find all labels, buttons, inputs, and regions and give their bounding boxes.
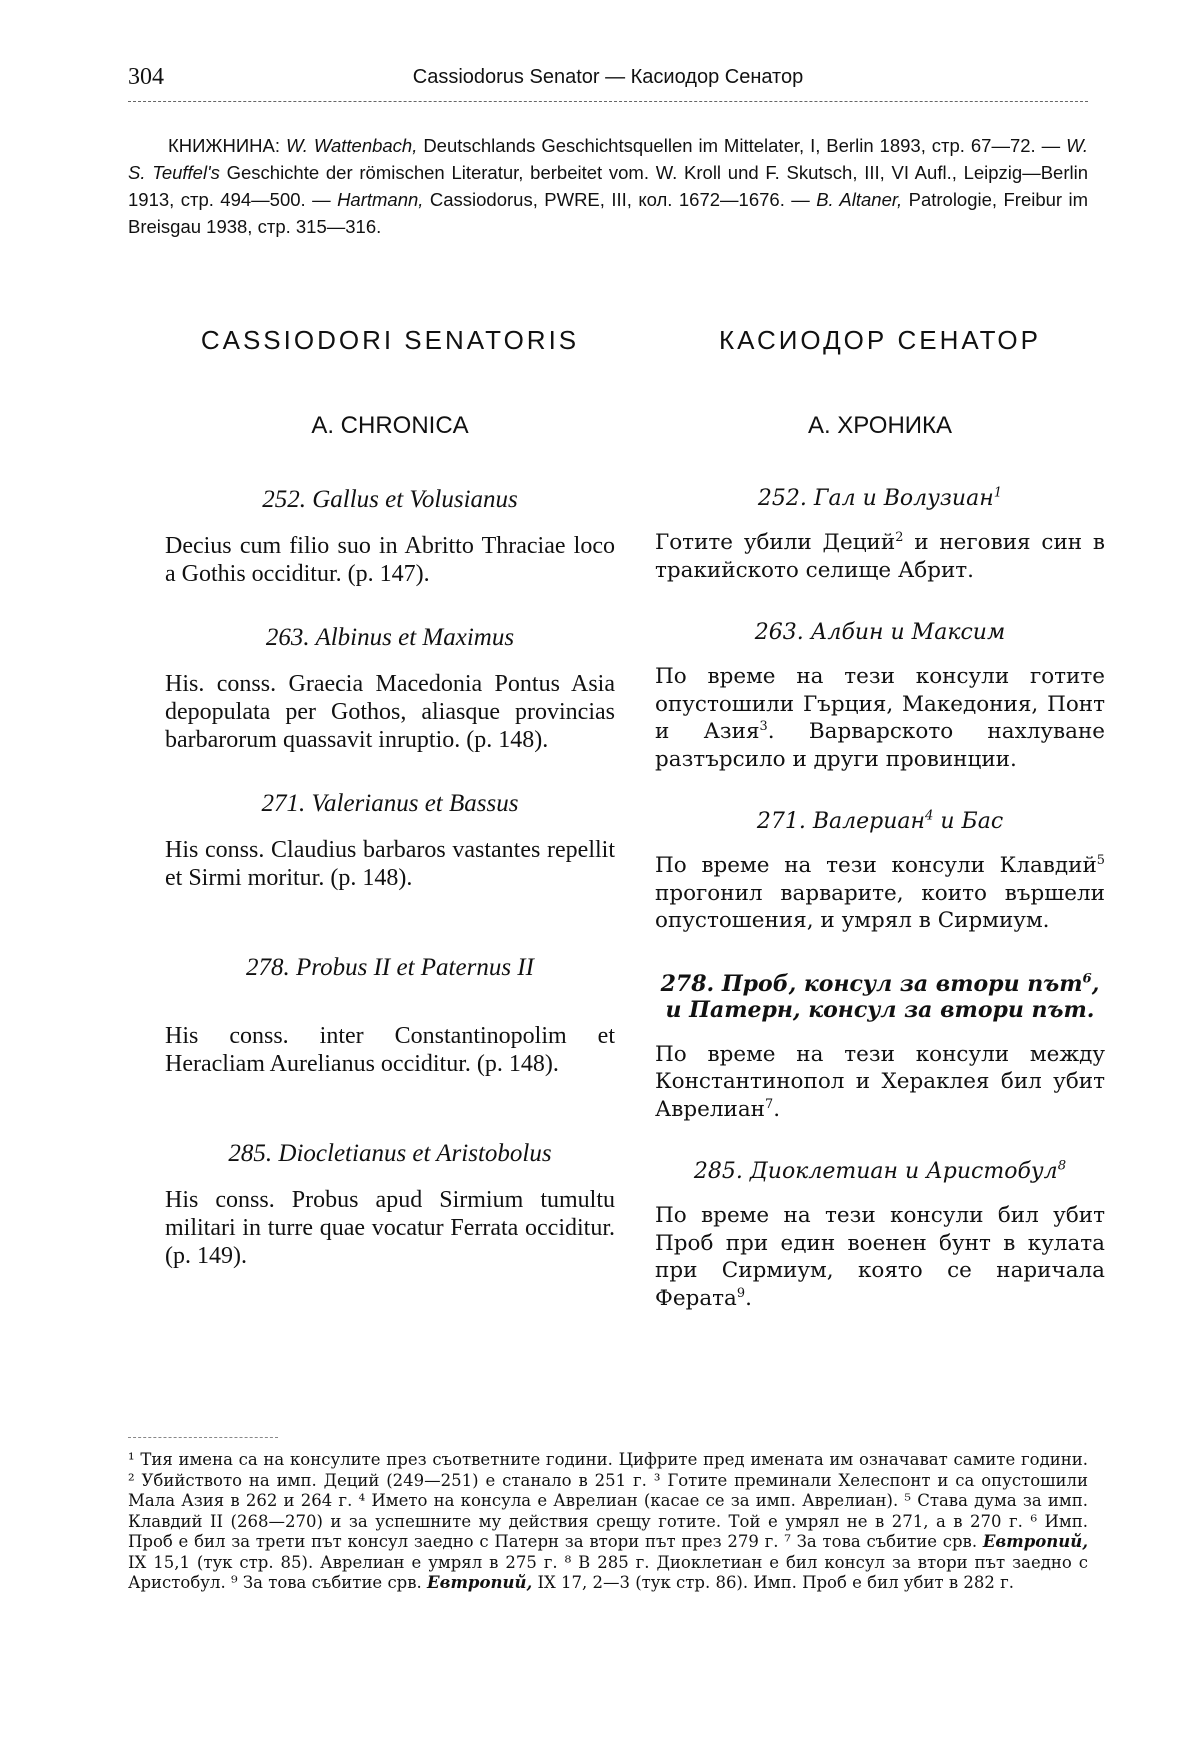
footnote: ⁹ За това събитие срв. Евтропий, IX 17, 2—3 (тук стр. 86). Имп. Проб е бил убит в 282 г. (230, 1573, 1014, 1592)
ref-text: Geschichte der römischen Literatur, berbeitet vom. W. Kroll und F. Skutsch, III, VI Aufl., Leipzig—Berlin 1913, стр. 494—500. — (128, 162, 1089, 210)
bulgarian-section-heading: А. ХРОНИКА (807, 412, 953, 439)
bulgarian-column (655, 325, 1105, 1348)
ref-text: Deutschlands Geschichtsquellen im Mittelater, I, Berlin 1893, стр. 67—72. — (423, 135, 1061, 156)
entry-heading: 271. Валериан$^4$ и Бас (756, 808, 1004, 834)
ref-author: B. Altaner, (816, 189, 903, 210)
footnote-ref: 3 (759, 718, 768, 734)
footnote: ⁵ Става дума за имп. Клавдий II (268—270) и за успешните му действия срещу готите. Той е умрял не в 271, а в 270 г. (128, 1491, 1088, 1531)
footnote: ⁶ Имп. Проб е бил за трети път консул заедно с Патерн за втори път през 279 г. (128, 1511, 1089, 1551)
latin-column (165, 325, 615, 1306)
entry-text: Готите убили Деций$^2$ и неговия син в тракийското селище Абрит. (655, 529, 1105, 583)
page-number: 304 (128, 64, 164, 90)
entry-heading: 263. Albinus et Maximus (265, 624, 515, 651)
footnote-ref: 4 (925, 808, 934, 824)
entry-text: His conss. Claudius barbaros vastantes repellit et Sirmi moritur. (p. 148). (165, 837, 615, 891)
bibliography-label: КНИЖНИНА: (168, 135, 281, 156)
running-title: Cassiodorus Senator — Касиодор Сенатор (412, 66, 804, 88)
ref-author: W. S. Teuffel's (128, 135, 1089, 183)
entry-text: По време на тези консули готите опустошили Гърция, Македония, Понт и Азия$^3$. Варварското нахлуване разтърсило и други провинции. (655, 664, 1105, 772)
entry-heading: 252. Gallus et Volusianus (262, 486, 518, 513)
entry-heading: 252. Гал и Волузиан$^1$ (757, 485, 1003, 511)
ref-text: Cassiodorus, PWRE, III, кол. 1672—1676. — (429, 189, 810, 210)
latin-title: CASSIODORI SENATORIS (200, 325, 580, 355)
footnote: ¹ Тия имена са на консулите през съответните години. Цифрите пред имената им означават самите години. (128, 1450, 1088, 1469)
entry-text: По време на тези консули Клавдий$^5$ прогонил варварите, които вършели опустошения, и умрял в Сирмиум. (655, 852, 1105, 933)
footnote-ref: 9 (736, 1285, 746, 1301)
entry-heading: 271. Valerianus et Bassus (261, 790, 519, 817)
ref-author: Hartmann, (337, 189, 424, 210)
ref-author: W. Wattenbach, (285, 135, 418, 156)
entry-heading: 263. Албин и Максим (754, 620, 1006, 645)
entry-text: Decius cum filio suo in Abritto Thraciae loco a Gothis occiditur. (p. 147). (165, 533, 615, 587)
footnote: ⁷ За това събитие срв. Евтропий, IX 15,1 (тук стр. 85). Аврелиан е умрял в 275 г. (128, 1532, 1088, 1572)
entry-text: По време на тези консули бил убит Проб при един военен бунт в кулата при Сирмиум, която се наричала Ферата$^9$. (655, 1203, 1105, 1311)
footnote-ref: 8 (1057, 1158, 1067, 1174)
entry-heading: 285. Диоклетиан и Аристобул$^8$ (693, 1158, 1067, 1184)
footnotes (128, 1450, 1088, 1594)
footnote-ref: 5 (1096, 852, 1105, 868)
entry-text: По време на тези консули между Константинопол и Хераклея бил убит Аврелиан$^7$. (655, 1041, 1105, 1122)
ref-text: Patrologie, Freibur im Breisgau 1938, стр. 315—316. (128, 189, 1089, 237)
footnote: ⁴ Името на консула е Аврелиан (касае се за имп. Аврелиан). (358, 1491, 899, 1510)
footnote-divider (128, 1437, 278, 1438)
entry-text: His conss. Probus apud Sirmium tumultu militari in turre quae vocatur Ferrata occiditur. (p. 149). (165, 1187, 615, 1269)
footnote: ⁸ В 285 г. Диоклетиан е бил консул за втори път заедно с Аристобул. (128, 1552, 1088, 1592)
entry-text: His. conss. Graecia Macedonia Pontus Asia depopulata per Gothos, aliasque provincias barbarorum quassavit inruptio. (p. 148). (165, 671, 615, 753)
header-divider (128, 101, 1088, 102)
entry-text: His conss. inter Constantinopolim et Heracliam Aurelianus occiditur. (p. 148). (165, 1023, 615, 1077)
entry-heading: 285. Diocletianus et Aristobolus (228, 1140, 552, 1167)
footnote: ² Убийството на имп. Деций (249—251) е станало в 251 г. (128, 1470, 647, 1490)
entry-heading: 278. Probus II et Paternus II (246, 954, 534, 981)
footnote: ³ Готите преминали Хелеспонт и са опустошили Мала Азия в 262 и 264 г. (128, 1470, 1088, 1510)
entry-heading: 278. Проб, консул за втори път$^6$, и Патерн, консул за втори път. (660, 970, 1100, 1023)
page-header (128, 64, 1088, 98)
footnote-ref: 2 (895, 529, 904, 545)
footnote-ref: 1 (993, 485, 1003, 501)
bibliography (128, 132, 1088, 240)
bulgarian-title: КАСИОДОР СЕНАТОР (719, 325, 1041, 355)
footnote-ref: 6 (1082, 971, 1092, 987)
latin-section-heading: A. CHRONICA (311, 412, 469, 439)
footnote-ref: 7 (765, 1096, 774, 1112)
